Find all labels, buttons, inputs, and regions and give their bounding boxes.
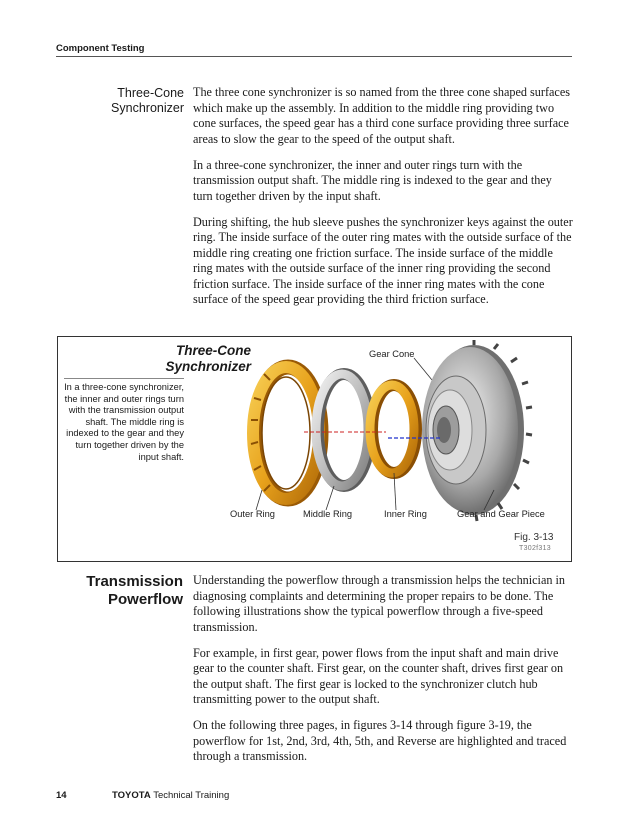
footer-brand: TOYOTA bbox=[112, 790, 151, 801]
callout-outer-ring: Outer Ring bbox=[230, 509, 275, 519]
figure-title-line2: Synchronizer bbox=[165, 359, 251, 374]
figure-title-line1: Three-Cone bbox=[175, 343, 251, 358]
paragraph: The three cone synchronizer is so named from the three cone shaped surfaces which make up the assembly. In addition to the middle ring providing two cone surfaces, the speed gear has a third cone surface providing three surface areas to slow the gear to the speed of the output shaft. bbox=[193, 85, 570, 146]
callout-gear-cone: Gear Cone bbox=[369, 349, 415, 359]
footer-training: Technical Training bbox=[153, 790, 230, 801]
side-label-three-cone bbox=[90, 86, 184, 116]
figure-caption: In a three-cone synchronizer, the inner and outer rings turn with the transmission output shaft. The middle ring is indexed to the gear and they turn together driven by the input shaft. bbox=[64, 382, 184, 462]
callout-inner-ring: Inner Ring bbox=[384, 509, 427, 519]
outer-ring-part bbox=[251, 367, 321, 499]
paragraph: During shifting, the hub sleeve pushes the synchronizer keys against the outer ring. The inside surface of the outer ring mates with the outside surface of the middle ring creating one friction surface. The inside surface of the middle ring mates with the outside surface of the inner ring providing the second friction surface. The inside surface of the inner ring mates with the cone surface of the speed gear providing the third friction surface. bbox=[193, 214, 573, 306]
figure-title-rule bbox=[64, 378, 184, 379]
paragraph: For example, in first gear, power flows from the input shaft and main drive gear to the counter shaft. First gear, on the counter shaft, drives first gear on the output shaft. The first gear is locked to the synchronizer clutch hub transmitting power to the output shaft. bbox=[193, 645, 564, 706]
callout-middle-ring: Middle Ring bbox=[303, 509, 353, 519]
side-label-powerflow bbox=[70, 573, 183, 609]
three-cone-body bbox=[193, 85, 573, 318]
footer-title bbox=[112, 790, 229, 801]
paragraph: Understanding the powerflow through a transmission helps the technician in diagnosing complaints and determining the proper repairs to be done. The following illustrations show the typical powerflow through a five-speed transmission. bbox=[193, 573, 565, 634]
inner-ring-part bbox=[370, 385, 416, 473]
synchronizer-illustration bbox=[226, 340, 566, 530]
powerflow-body bbox=[193, 573, 573, 775]
side-label-line1: Transmission bbox=[86, 573, 183, 590]
paragraph: On the following three pages, in figures 3-14 through figure 3-19, the powerflow for 1st, 2nd, 3rd, 4th, 5th, and Reverse are highlighted and traced through a transmission. bbox=[193, 718, 567, 763]
header-divider bbox=[56, 56, 572, 57]
gear-piece-part bbox=[422, 340, 532, 521]
callout-gear-piece: Gear and Gear Piece bbox=[457, 509, 545, 519]
figure-number: Fig. 3-13 bbox=[514, 532, 554, 543]
side-label-line1: Three-Cone bbox=[117, 86, 184, 100]
page-number: 14 bbox=[56, 790, 67, 801]
side-label-line2: Powerflow bbox=[107, 591, 183, 608]
figure-code: T302f313 bbox=[519, 545, 551, 552]
section-header: Component Testing bbox=[56, 43, 145, 54]
side-label-line2: Synchronizer bbox=[111, 101, 184, 115]
paragraph: In a three-cone synchronizer, the inner and outer rings turn with the transmission output shaft. The middle ring is indexed to the gear and they turn together driven by the input shaft. bbox=[193, 157, 552, 203]
